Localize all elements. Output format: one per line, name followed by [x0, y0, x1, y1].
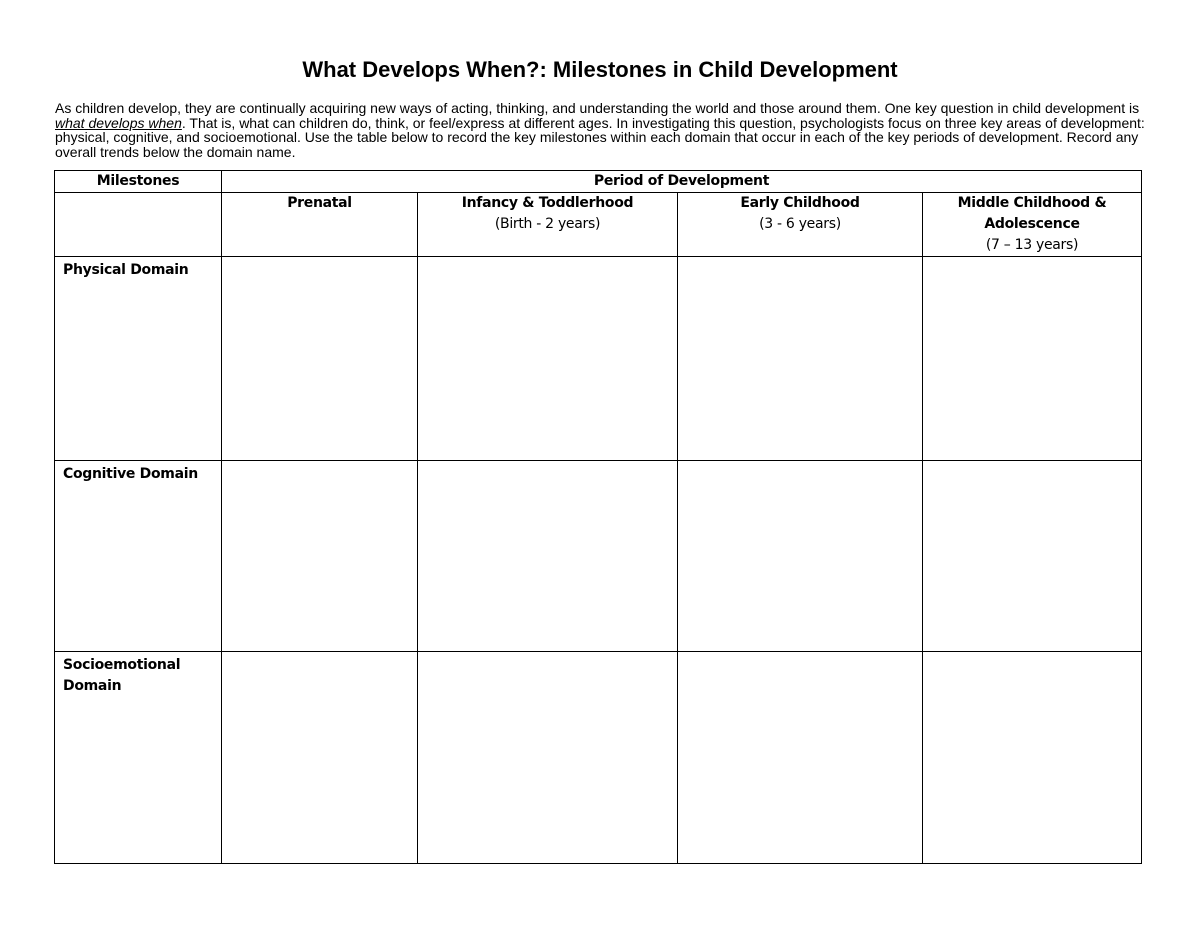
period-name: Early Childhood — [740, 195, 860, 211]
period-name: Prenatal — [287, 195, 352, 211]
entry-cell-cognitive-infancy[interactable] — [418, 461, 678, 652]
period-row — [55, 193, 1142, 257]
entry-cell-cognitive-early-childhood[interactable] — [678, 461, 923, 652]
entry-cell-socioemotional-prenatal[interactable] — [222, 652, 418, 864]
period-range: (Birth - 2 years) — [494, 216, 601, 232]
entry-cell-socioemotional-infancy[interactable] — [418, 652, 678, 864]
period-range: (3 - 6 years) — [759, 216, 841, 232]
entry-cell-cognitive-prenatal[interactable] — [222, 461, 418, 652]
period-name: Infancy & Toddlerhood — [461, 195, 634, 211]
milestones-table — [54, 170, 1142, 864]
period-header: Period of Development — [222, 171, 1142, 193]
period-prenatal — [222, 193, 418, 257]
intro-text-part1: As children develop, they are continually acquiring new ways of acting, thinking, and understanding the world and those around them. One key question in child development is — [55, 100, 1140, 116]
entry-cell-socioemotional-middle-childhood[interactable] — [923, 652, 1142, 864]
intro-emphasis: what develops when — [55, 114, 182, 131]
table-row-cognitive — [55, 461, 1142, 652]
intro-text-part2: . That is, what can children do, think, or feel/express at different ages. In investigating this question, psychologists focus on three key areas of development: physical, cognitive, and socioemotional. Use the table below to record the key milestones within each domain that occur in each of the key periods of development. Record any overall trends below the domain name. — [55, 114, 1145, 160]
domain-label-socioemotional: Socioemotional Domain — [55, 652, 222, 864]
entry-cell-physical-middle-childhood[interactable] — [923, 257, 1142, 461]
period-middle-childhood — [923, 193, 1142, 257]
table-header-row — [55, 171, 1142, 193]
table-row-socioemotional — [55, 652, 1142, 864]
entry-cell-physical-prenatal[interactable] — [222, 257, 418, 461]
entry-cell-socioemotional-early-childhood[interactable] — [678, 652, 923, 864]
entry-cell-cognitive-middle-childhood[interactable] — [923, 461, 1142, 652]
table-row-physical — [55, 257, 1142, 461]
period-range: (7 – 13 years) — [985, 237, 1079, 253]
entry-cell-physical-early-childhood[interactable] — [678, 257, 923, 461]
milestones-header: Milestones — [55, 171, 222, 193]
empty-corner-cell — [55, 193, 222, 257]
page-title: What Develops When?: Milestones in Child Development — [302, 57, 898, 82]
domain-label-physical: Physical Domain — [55, 257, 222, 461]
entry-cell-physical-infancy[interactable] — [418, 257, 678, 461]
period-early-childhood — [678, 193, 923, 257]
period-name: Middle Childhood & Adolescence — [957, 195, 1107, 232]
domain-label-cognitive: Cognitive Domain — [55, 461, 222, 652]
intro-paragraph — [55, 101, 1145, 159]
period-infancy — [418, 193, 678, 257]
